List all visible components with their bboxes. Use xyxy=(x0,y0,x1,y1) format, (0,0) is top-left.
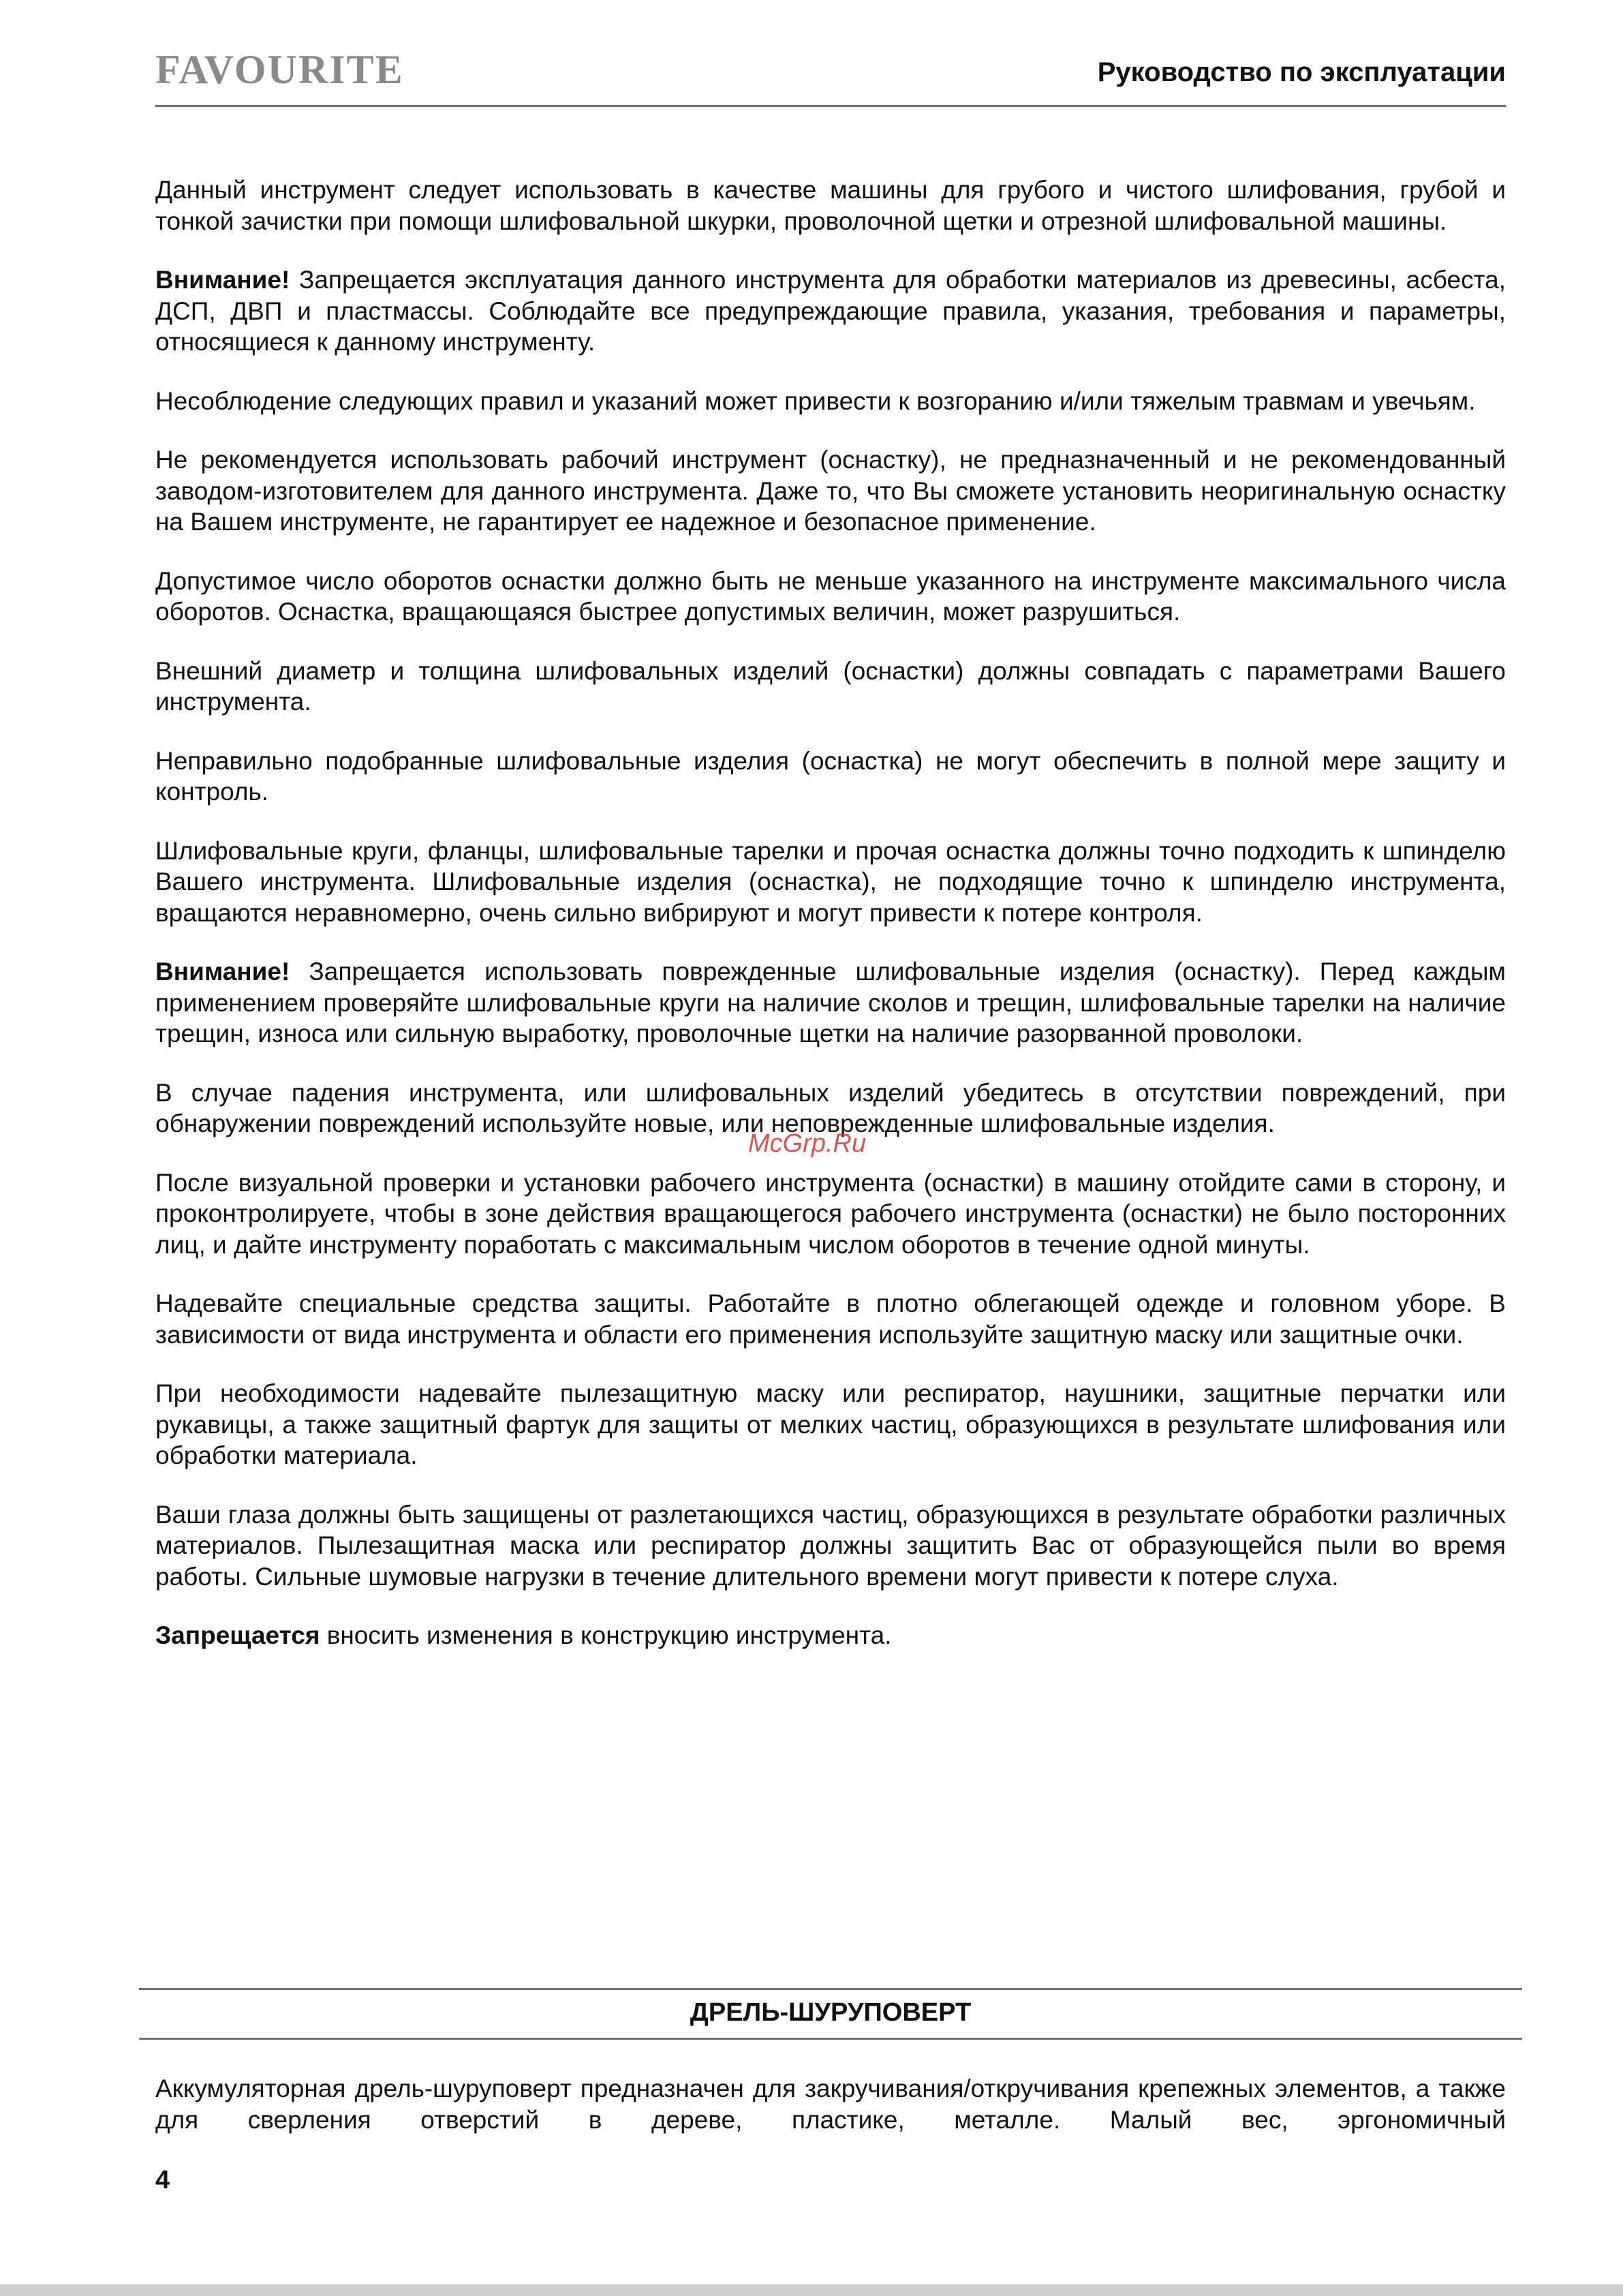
paragraph-text: Несоблюдение следующих правил и указаний может привести к возгоранию и/или тяжелым травмам и увечьям. xyxy=(155,386,1476,415)
paragraph-text: При необходимости надевайте пылезащитную маску или респиратор, наушники, защитные перчатки или рукавицы, а также защитный фартук для защиты от мелких частиц, образующихся в результате шлифования или обработки материала. xyxy=(155,1379,1506,1469)
paragraph-text: Шлифовальные круги, фланцы, шлифовальные тарелки и прочая оснастка должны точно подходить к шпинделю Вашего инструмента. Шлифовальные изделия (оснастка), не подходящие точно к шпинделю инструмента, вращаются неравномерно, очень сильно вибрируют и могут привести к потере контроля. xyxy=(155,836,1506,927)
paragraph-text: Запрещается эксплуатация данного инструмента для обработки материалов из древесины, асбеста, ДСП, ДВП и пластмассы. Соблюдайте все предупреждающие правила, указания, требования и параметры, относящиеся к данному инструменту. xyxy=(155,266,1506,356)
scan-bottom-edge xyxy=(0,2284,1623,2296)
paragraph xyxy=(155,1288,1506,1350)
paragraph-text: Данный инструмент следует использовать в качестве машины для грубого и чистого шлифования, грубой и тонкой зачистки при помощи шлифовальной шкурки, проволочной щетки и отрезной шлифовальной машины. xyxy=(155,176,1506,235)
document-title: Руководство по эксплуатации xyxy=(1097,57,1506,87)
paragraph xyxy=(155,836,1506,929)
section-divider-top xyxy=(139,1988,1522,1990)
page-number: 4 xyxy=(155,2166,170,2194)
paragraph xyxy=(155,174,1506,236)
header-divider xyxy=(155,105,1506,107)
paragraph xyxy=(155,444,1506,538)
watermark: McGrp.Ru xyxy=(748,1129,867,1158)
paragraph-text: Внешний диаметр и толщина шлифовальных изделий (оснастки) должны совпадать с параметрами Вашего инструмента. xyxy=(155,656,1506,716)
paragraph xyxy=(155,264,1506,358)
paragraph-text: Ваши глаза должны быть защищены от разлетающихся частиц, образующихся в результате обработки различных материалов. Пылезащитная маска или респиратор должны защитить Вас от образующейся пыли во время работы. Сильные шумовые нагрузки в течение длительного времени могут привести к потере слуха. xyxy=(155,1500,1506,1591)
paragraph-lead: Запрещается xyxy=(155,1621,320,1649)
paragraph xyxy=(155,566,1506,628)
paragraph-text: После визуальной проверки и установки рабочего инструмента (оснастки) в машину отойдите сами в сторону, и проконтролируете, чтобы в зоне действия вращающегося рабочего инструмента (оснастки) не было посторонних лиц, и дайте инструменту поработать с максимальным числом оборотов в течение одной минуты. xyxy=(155,1168,1506,1259)
paragraph xyxy=(155,1620,1506,1651)
paragraph-text: вносить изменения в конструкцию инструмента. xyxy=(320,1621,892,1649)
intro-paragraph: Аккумуляторная дрель-шуруповерт предназначен для закручивания/откручивания крепежных элементов, а также для сверления отверстий в дереве, пластике, металле. Малый вес, эргономичный xyxy=(155,2075,1506,2134)
paragraph xyxy=(155,386,1506,417)
paragraph-text: В случае падения инструмента, или шлифовальных изделий убедитесь в отсутствии повреждений, при обнаружении повреждений используйте новые, или неповрежденные шлифовальные изделия. xyxy=(155,1078,1506,1137)
section-divider-bottom xyxy=(139,2038,1522,2040)
page-header xyxy=(155,42,1506,106)
paragraph xyxy=(155,656,1506,718)
paragraph xyxy=(155,956,1506,1050)
brand-logo: FAVOURITE xyxy=(155,47,404,92)
paragraph xyxy=(155,1167,1506,1261)
paragraph-text: Запрещается использовать поврежденные шлифовальные изделия (оснастку). Перед каждым применением проверяйте шлифовальные круги на наличие сколов и трещин, шлифовальные тарелки на наличие трещин, износа или сильную выработку, проволочные щетки на наличие разорванной проволоки. xyxy=(155,958,1506,1047)
section-heading: ДРЕЛЬ-ШУРУПОВЕРТ xyxy=(690,1998,972,2027)
paragraph-text: Допустимое число оборотов оснастки должно быть не меньше указанного на инструменте максимального числа оборотов. Оснастка, вращающаяся быстрее допустимых величин, может разрушиться. xyxy=(155,566,1506,626)
paragraph xyxy=(155,746,1506,808)
body-text xyxy=(155,174,1506,1679)
paragraph xyxy=(155,1499,1506,1593)
paragraph-text: Неправильно подобранные шлифовальные изделия (оснастка) не могут обеспечить в полной мере защиту и контроль. xyxy=(155,746,1506,806)
paragraph xyxy=(155,1378,1506,1471)
paragraph-text: Не рекомендуется использовать рабочий инструмент (оснастку), не предназначенный и не рекомендованный заводом-изготовителем для данного инструмента. Даже то, что Вы сможете установить неоригинальную оснастку на Вашем инструменте, не гарантирует ее надежное и безопасное применение. xyxy=(155,446,1506,536)
paragraph-lead: Внимание! xyxy=(155,266,290,294)
section-intro xyxy=(155,2073,1506,2163)
paragraph-lead: Внимание! xyxy=(155,958,290,985)
paragraph-text: Надевайте специальные средства защиты. Работайте в плотно облегающей одежде и головном уборе. В зависимости от вида инструмента и области его применения используйте защитную маску или защитные очки. xyxy=(155,1289,1506,1349)
